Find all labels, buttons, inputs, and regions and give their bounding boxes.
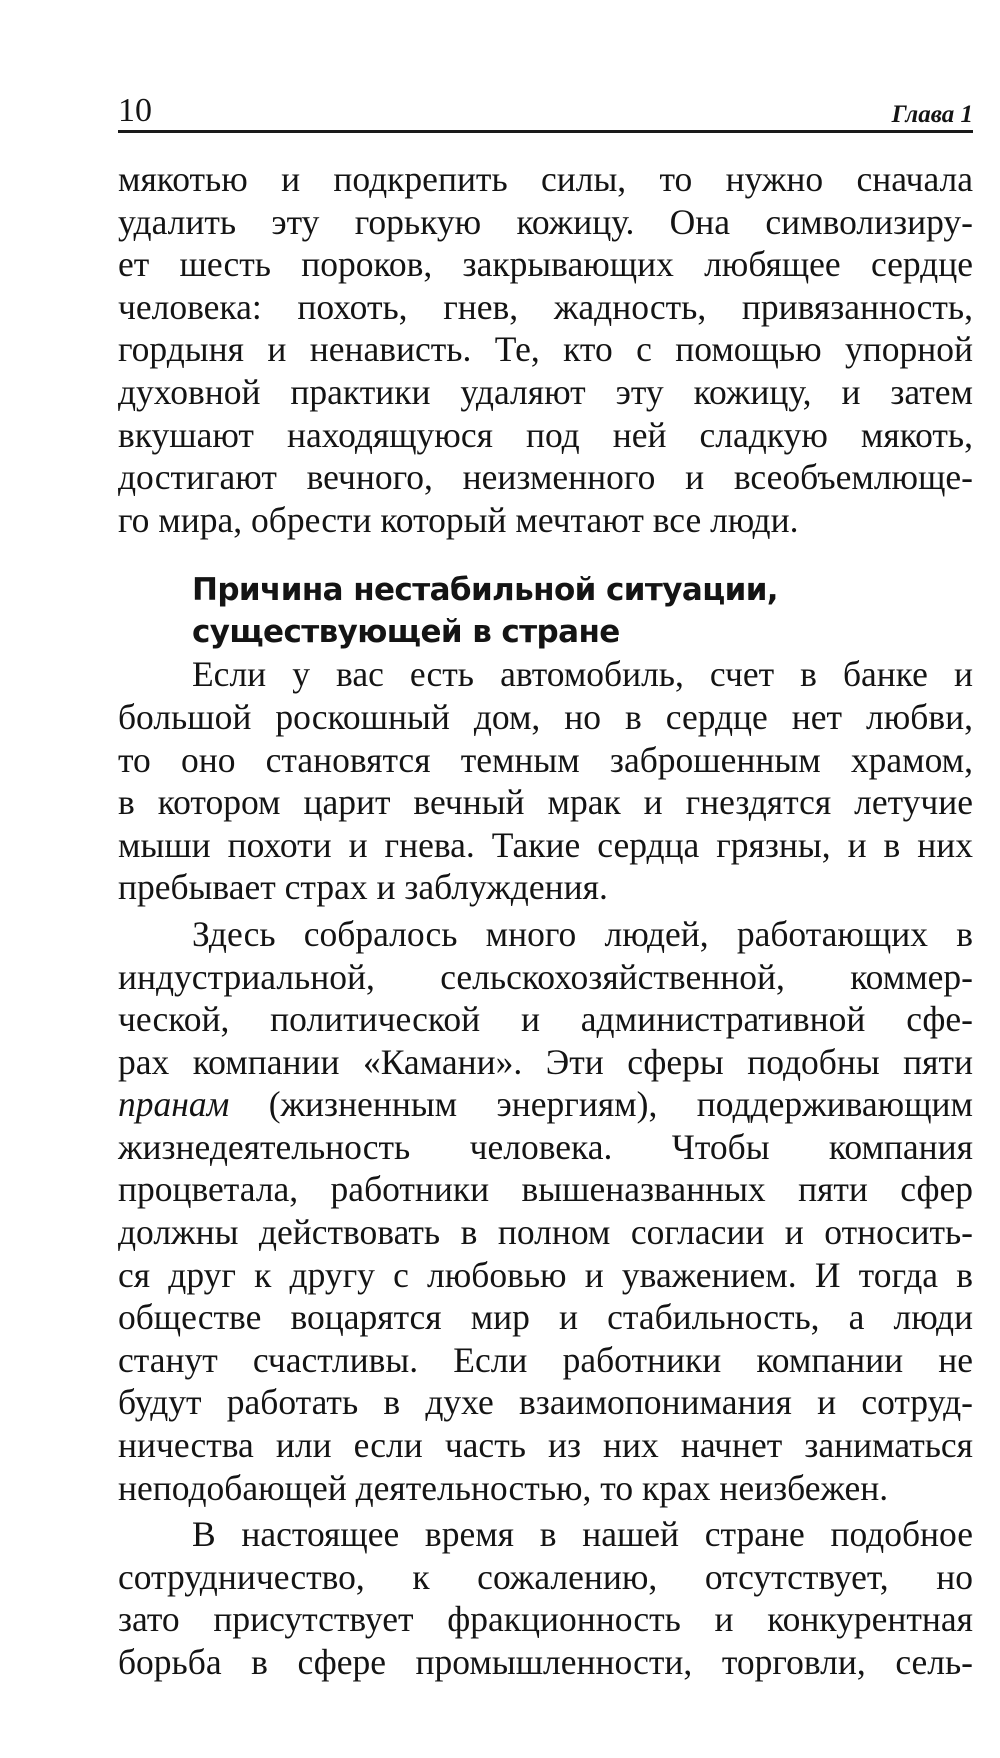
text-line: В настоящее время в нашей стране подобное — [192, 1514, 973, 1555]
text-line: человека: похоть, гнев, жадность, привязанность, — [118, 286, 973, 327]
text-line: Здесь собралось много людей, работающих в — [192, 913, 973, 954]
text-line: Если у вас есть автомобиль, счет в банке и — [192, 654, 973, 695]
section-heading — [192, 569, 973, 653]
text-line: мыши похоти и гнева. Такие сердца грязны, и в них — [118, 824, 973, 865]
heading-line: существующей в стране — [192, 614, 620, 651]
text-line: зато присутствует фракционность и конкурентная — [118, 1599, 973, 1640]
text-line: сотрудничество, к сожалению, отсутствует, но — [118, 1556, 973, 1597]
text-line: ет шесть пороков, закрывающих любящее сердце — [118, 244, 973, 285]
text-fragment: (жизненным энергиям), поддерживающим — [229, 1084, 973, 1125]
text-line: го мира, обрести который мечтают все люди. — [118, 499, 799, 540]
paragraph-continued — [118, 158, 973, 541]
book-page — [118, 84, 973, 1684]
text-line: большой роскошный дом, но в сердце нет любви, — [118, 696, 973, 737]
running-header — [118, 84, 973, 133]
text-line: индустриальной, сельскохозяйственной, коммер- — [118, 956, 973, 997]
text-line: достигают вечного, неизменного и всеобъемлюще- — [118, 457, 973, 498]
heading-line: Причина нестабильной ситуации, — [192, 572, 778, 609]
text-line: удалить эту горькую кожицу. Она символизиру- — [118, 201, 973, 242]
text-line: мякотью и подкрепить силы, то нужно сначала — [118, 159, 973, 199]
paragraph — [118, 1513, 973, 1683]
page-number: 10 — [118, 92, 152, 129]
text-line: в котором царит вечный мрак и гнездятся летучие — [118, 782, 973, 823]
text-line: духовной практики удаляют эту кожицу, и затем — [118, 371, 973, 412]
text-line: пребывает страх и заблуждения. — [118, 867, 608, 908]
italic-term: пранам — [118, 1084, 230, 1125]
text-line: ничества или если часть из них начнет заниматься — [118, 1425, 973, 1466]
text-line — [118, 1083, 973, 1126]
text-line: неподобающей деятельностью, то крах неизбежен. — [118, 1467, 889, 1508]
text-line: должны действовать в полном согласии и относить- — [118, 1212, 973, 1253]
paragraph — [118, 653, 973, 909]
text-line: ческой, политической и административной сфе- — [118, 999, 973, 1040]
text-line: ся друг к другу с любовью и уважением. И тогда в — [118, 1254, 973, 1295]
text-line: борьба в сфере промышленности, торговли, сель- — [118, 1642, 973, 1682]
text-line: гордыня и ненависть. Те, кто с помощью упорной — [118, 329, 973, 370]
text-line: обществе воцарятся мир и стабильность, а люди — [118, 1297, 973, 1338]
text-line: станут счастливы. Если работники компании не — [118, 1339, 973, 1380]
text-line: рах компании «Камани». Эти сферы подобны пяти — [118, 1041, 973, 1082]
paragraph — [118, 913, 973, 1509]
text-line: будут работать в духе взаимопонимания и сотруд- — [118, 1382, 973, 1423]
text-line: жизнедеятельность человека. Чтобы компания — [118, 1126, 973, 1167]
text-line: вкушают находящуюся под ней сладкую мякоть, — [118, 414, 973, 455]
text-line: то оно становятся темным заброшенным храмом, — [118, 739, 973, 780]
text-line: процветала, работники вышеназванных пяти сфер — [118, 1169, 973, 1210]
chapter-label: Глава 1 — [891, 101, 973, 128]
